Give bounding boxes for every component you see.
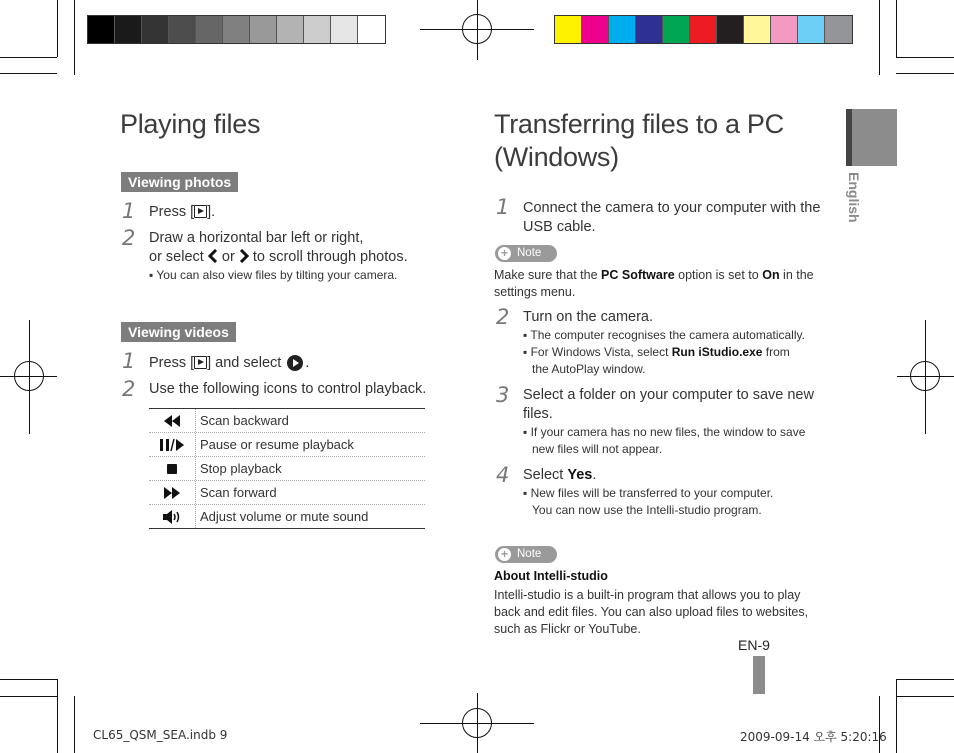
section-title: (Windows) xyxy=(494,142,619,172)
chevron-left-icon xyxy=(208,249,218,263)
crop-mark xyxy=(879,0,880,75)
color-swatch xyxy=(582,16,609,43)
step-text-part: to scroll through photos. xyxy=(252,249,408,265)
note-text-bold: On xyxy=(762,268,780,282)
step-number: 1 xyxy=(122,349,136,373)
bullet-text-part: The computer recognises the camera automatically. xyxy=(530,328,805,342)
section-tag-videos: Viewing videos xyxy=(121,322,236,342)
step-text-part: Select xyxy=(523,467,568,483)
table-row xyxy=(149,409,425,433)
color-swatch xyxy=(690,16,717,43)
table-icon-cell xyxy=(149,409,196,432)
step-text-part: or select xyxy=(149,249,204,265)
step-number: 2 xyxy=(122,226,136,250)
table-icon-cell xyxy=(149,433,196,456)
step-text: Draw a horizontal bar left or right, xyxy=(149,230,364,246)
footer-file-info: CL65_QSM_SEA.indb 9 xyxy=(93,728,228,742)
crop-mark xyxy=(0,679,57,680)
bullet-text: You can now use the Intelli-studio program. xyxy=(532,503,762,517)
crop-mark xyxy=(896,57,954,58)
step-text xyxy=(149,353,309,373)
step-text-part: ] and select xyxy=(207,355,282,371)
bullet-text: ▪ For Windows Vista, select Run iStudio.exe from xyxy=(523,345,790,359)
footer-timestamp: 2009-09-14 오후 5:20:16 xyxy=(740,730,887,744)
color-swatch xyxy=(142,16,169,43)
table-cell-label: Pause or resume playback xyxy=(200,437,354,452)
color-swatch xyxy=(663,16,690,43)
step-text: Use the following icons to control playback. xyxy=(149,381,427,397)
color-swatch xyxy=(88,16,115,43)
step-text-part: Press [ xyxy=(149,355,195,371)
crop-mark xyxy=(896,0,897,57)
process-color-bar xyxy=(554,15,853,44)
crop-mark xyxy=(74,696,75,753)
bullet-text-part: You can also view files by tilting your camera. xyxy=(156,268,398,282)
color-swatch xyxy=(115,16,142,43)
table-cell-label: Adjust volume or mute sound xyxy=(200,509,369,524)
table-row xyxy=(149,505,425,528)
pause-play-icon xyxy=(158,438,186,452)
note-text: back and edit files. You can also upload files to websites, xyxy=(494,605,809,619)
bullet-text: new files will not appear. xyxy=(532,442,663,456)
step-text: Select a folder on your computer to save new xyxy=(523,387,814,403)
step-text: Connect the camera to your computer with the xyxy=(523,200,821,216)
color-swatch xyxy=(609,16,636,43)
language-label: English xyxy=(846,172,862,223)
step-text: USB cable. xyxy=(523,219,596,235)
bullet-text-part: New files will be transferred to your computer. xyxy=(530,486,774,500)
note-label: Note xyxy=(517,548,542,560)
note-text: such as Flickr or YouTube. xyxy=(494,622,641,636)
page-number: EN-9 xyxy=(738,637,770,653)
note-badge xyxy=(495,245,557,262)
note-title: About Intelli-studio xyxy=(494,569,608,583)
color-swatch xyxy=(331,16,358,43)
scan-backward-icon xyxy=(163,415,181,427)
table-icon-cell xyxy=(149,457,196,480)
registration-mark xyxy=(910,361,940,391)
note-text: settings menu. xyxy=(494,285,576,299)
step-text-part: or xyxy=(221,249,235,265)
note-text-bold: PC Software xyxy=(601,268,675,282)
bullet-text-part: If your camera has no new files, the window to save xyxy=(530,425,806,439)
color-swatch xyxy=(771,16,798,43)
step-number: 3 xyxy=(496,383,510,407)
color-swatch xyxy=(169,16,196,43)
step-text xyxy=(149,248,408,267)
bullet-text-part: For Windows Vista, select xyxy=(530,345,672,359)
bullet-text: ▪ The computer recognises the camera automatically. xyxy=(523,328,805,342)
gray-color-bar xyxy=(87,15,386,44)
plus-icon: + xyxy=(498,247,511,260)
step-text-bold: Yes xyxy=(567,467,593,483)
step-text: files. xyxy=(523,406,553,422)
play-circle-icon xyxy=(285,353,305,371)
registration-mark xyxy=(462,14,492,44)
section-title: Transferring files to a PC xyxy=(494,109,784,139)
step-text xyxy=(523,466,596,485)
step-text-part: . xyxy=(305,355,310,371)
color-swatch xyxy=(798,16,825,43)
note-text-part: option is set to xyxy=(674,268,763,282)
step-text-part: . xyxy=(592,467,597,483)
crop-mark xyxy=(896,679,954,680)
note-text xyxy=(494,267,814,284)
page-title: Playing files xyxy=(120,109,261,139)
table-row xyxy=(149,433,425,457)
note-text-part: in the xyxy=(779,268,814,282)
step-number: 2 xyxy=(496,305,510,329)
table-row xyxy=(149,481,425,505)
bullet-text: ▪ New files will be transferred to your computer. xyxy=(523,486,774,500)
chevron-right-icon xyxy=(239,249,249,263)
table-row xyxy=(149,457,425,481)
volume-icon xyxy=(162,510,182,524)
table-cell-label: Scan forward xyxy=(200,485,277,500)
step-text: Turn on the camera. xyxy=(523,309,654,325)
crop-mark xyxy=(0,57,57,58)
step-number: 4 xyxy=(496,463,510,487)
color-swatch xyxy=(744,16,771,43)
color-swatch xyxy=(277,16,304,43)
crop-mark xyxy=(0,696,57,697)
color-swatch xyxy=(223,16,250,43)
crop-mark xyxy=(896,73,954,74)
stop-icon xyxy=(166,463,178,475)
bullet-text: ▪ If your camera has no new files, the window to save xyxy=(523,425,806,439)
crop-mark xyxy=(896,696,954,697)
step-number: 1 xyxy=(496,195,510,219)
bullet-text: the AutoPlay window. xyxy=(532,362,646,376)
step-text-part: Press [ xyxy=(149,204,195,220)
registration-mark xyxy=(462,708,492,738)
crop-mark xyxy=(57,679,58,753)
table-icon-cell xyxy=(149,505,196,528)
table-icon-cell xyxy=(149,481,196,504)
step-text xyxy=(149,203,215,222)
playback-icon xyxy=(194,356,207,369)
plus-icon: + xyxy=(498,548,511,561)
crop-mark xyxy=(74,0,75,75)
color-swatch xyxy=(825,16,852,43)
note-text: Intelli-studio is a built-in program that allows you to play xyxy=(494,588,801,602)
color-swatch xyxy=(717,16,744,43)
table-cell-label: Scan backward xyxy=(200,413,289,428)
step-number: 1 xyxy=(122,199,136,223)
color-swatch xyxy=(196,16,223,43)
playback-icon-table xyxy=(149,408,425,529)
bullet-text-part: from xyxy=(762,345,790,359)
bullet-text-bold: Run iStudio.exe xyxy=(671,345,763,359)
side-tab-edge xyxy=(846,109,852,166)
step-text-part: ]. xyxy=(207,204,216,220)
color-swatch xyxy=(250,16,277,43)
table-cell-label: Stop playback xyxy=(200,461,282,476)
crop-mark xyxy=(57,0,58,57)
crop-mark xyxy=(896,679,897,753)
step-number: 2 xyxy=(122,377,136,401)
crop-mark xyxy=(0,73,57,74)
scan-forward-icon xyxy=(163,487,181,499)
note-badge xyxy=(495,546,557,563)
note-text-part: Make sure that the xyxy=(494,268,602,282)
bullet-text: ▪ You can also view files by tilting your camera. xyxy=(149,268,398,282)
color-swatch xyxy=(636,16,663,43)
section-tag-photos: Viewing photos xyxy=(121,172,238,192)
registration-mark xyxy=(14,361,44,391)
page-number-bar xyxy=(753,656,765,694)
color-swatch xyxy=(304,16,331,43)
playback-icon xyxy=(194,205,207,218)
side-tab xyxy=(846,109,897,166)
note-label: Note xyxy=(517,247,542,259)
color-swatch xyxy=(358,16,385,43)
color-swatch xyxy=(555,16,582,43)
